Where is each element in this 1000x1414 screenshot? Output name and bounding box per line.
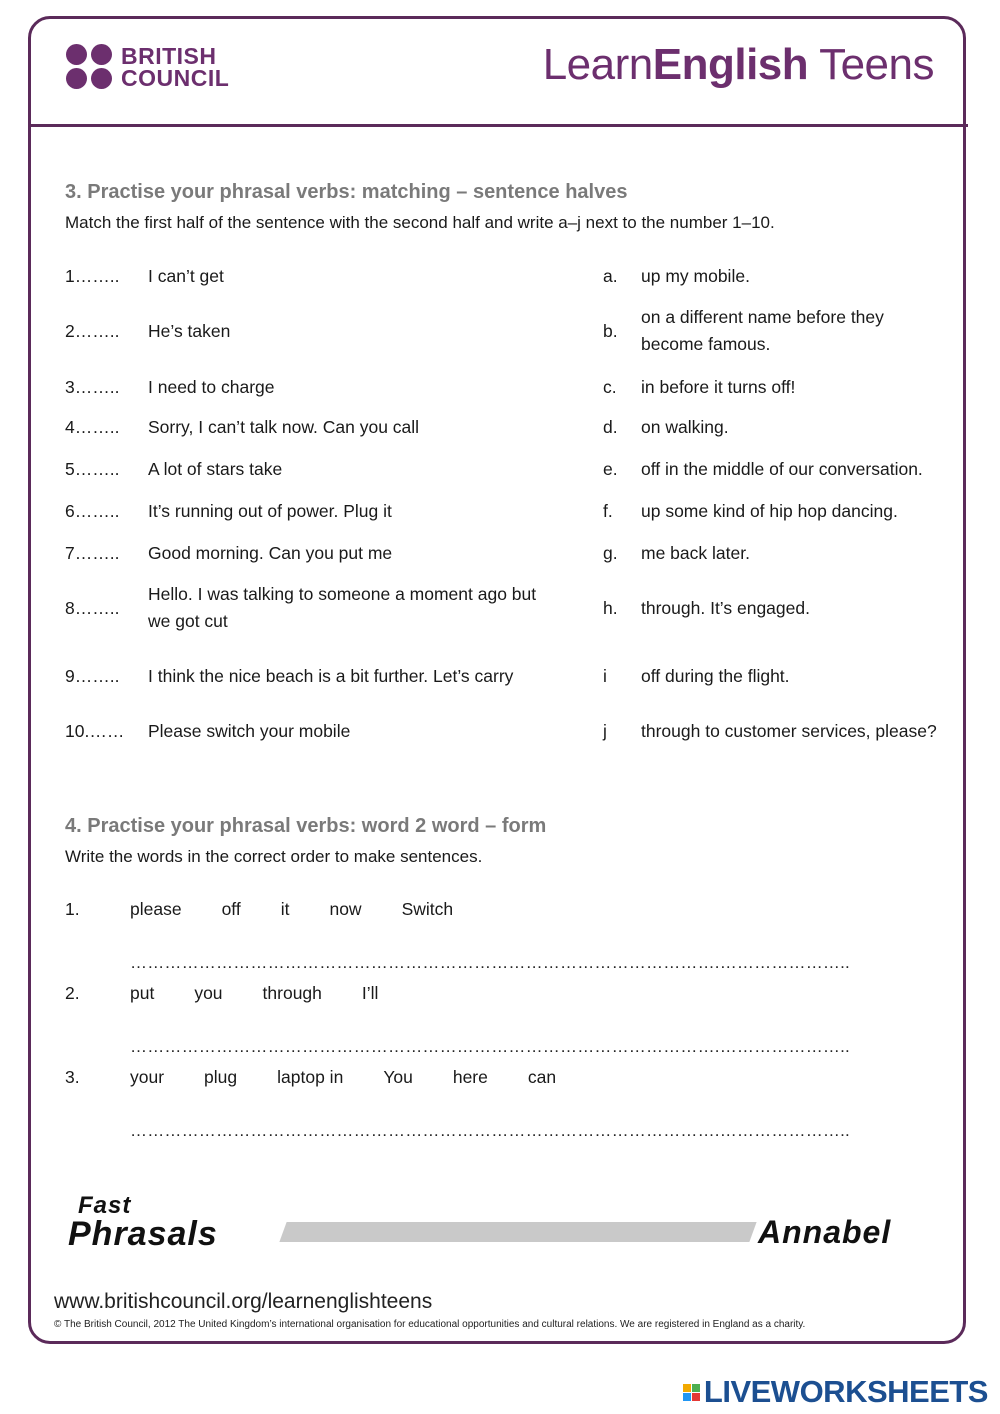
row-number[interactable]: 6…….. bbox=[65, 500, 120, 521]
header-divider bbox=[28, 124, 968, 127]
let-logo-learn: Learn bbox=[542, 40, 653, 89]
first-half: Hello. I was talking to someone a moment ago but we got cut bbox=[148, 584, 537, 631]
word-token: your bbox=[130, 1067, 165, 1087]
table-row bbox=[65, 532, 945, 574]
first-half: A lot of stars take bbox=[148, 458, 283, 479]
option-letter: e. bbox=[603, 458, 618, 479]
table-row bbox=[65, 294, 945, 368]
word-token: can bbox=[527, 1067, 557, 1087]
option-letter: b. bbox=[603, 320, 618, 341]
first-half: I need to charge bbox=[148, 376, 275, 397]
first-half: Please switch your mobile bbox=[148, 720, 351, 741]
table-row bbox=[65, 710, 945, 752]
word-token: now bbox=[329, 899, 362, 919]
liveworksheets-label: LIVEWORKSHEETS bbox=[703, 1374, 988, 1409]
first-half: He’s taken bbox=[148, 320, 231, 341]
row-number[interactable]: 9…….. bbox=[65, 665, 120, 686]
second-half: on a different name before they become famous. bbox=[641, 307, 884, 354]
second-half: me back later. bbox=[641, 542, 750, 563]
word-token: laptop in bbox=[277, 1067, 344, 1087]
first-half: I think the nice beach is a bit further. Let’s carry bbox=[148, 665, 514, 686]
liveworksheets-logo[interactable] bbox=[683, 1374, 988, 1410]
option-letter: a. bbox=[603, 265, 618, 286]
fast-phrasals-logo bbox=[68, 1192, 218, 1253]
row-number[interactable]: 1…….. bbox=[65, 265, 120, 286]
matching-table bbox=[65, 258, 945, 752]
second-half: through to customer services, please? bbox=[641, 720, 937, 741]
first-half: It’s running out of power. Plug it bbox=[148, 500, 392, 521]
option-letter: c. bbox=[603, 376, 617, 397]
table-row bbox=[65, 642, 945, 710]
section3-instructions: Match the first half of the sentence with the second half and write a–j next to the number 1–10. bbox=[65, 213, 775, 232]
british-council-dots-icon bbox=[66, 44, 113, 89]
section3-title: 3. Practise your phrasal verbs: matching – sentence halves bbox=[65, 181, 628, 203]
row-number[interactable]: 4…….. bbox=[65, 416, 120, 437]
answer-line[interactable]: ………………………………………………………………………………………….………………….. bbox=[130, 1121, 850, 1140]
item-number: 2. bbox=[65, 983, 80, 1003]
section4-title: 4. Practise your phrasal verbs: word 2 word – form bbox=[65, 815, 547, 837]
footer-copyright: © The British Council, 2012 The United Kingdom’s international organisation for educational opportunities and cultural relations. We are registered in England as a charity. bbox=[54, 1319, 806, 1330]
table-row bbox=[65, 448, 945, 490]
table-row bbox=[65, 490, 945, 532]
option-letter: j bbox=[603, 720, 607, 741]
option-letter: h. bbox=[603, 597, 618, 618]
second-half: up my mobile. bbox=[641, 265, 750, 286]
option-letter: f. bbox=[603, 500, 613, 521]
word-token: here bbox=[452, 1067, 488, 1087]
item-number: 1. bbox=[65, 899, 80, 919]
let-logo-english: English bbox=[652, 40, 809, 89]
word-token: through bbox=[262, 983, 322, 1003]
option-letter: d. bbox=[603, 416, 618, 437]
word-token: plug bbox=[204, 1067, 238, 1087]
word-token: you bbox=[194, 983, 223, 1003]
section4-instructions: Write the words in the correct order to make sentences. bbox=[65, 847, 483, 866]
word-token: You bbox=[383, 1067, 413, 1087]
option-letter: i bbox=[603, 665, 607, 686]
let-logo-teens: Teens bbox=[808, 40, 934, 89]
row-number[interactable]: 7…….. bbox=[65, 542, 120, 563]
word-token: please bbox=[130, 899, 182, 919]
footer-url[interactable]: www.britishcouncil.org/learnenglishteens bbox=[54, 1290, 433, 1313]
row-number[interactable]: 8…….. bbox=[65, 597, 120, 618]
row-number[interactable]: 5…….. bbox=[65, 458, 120, 479]
word-token: I’ll bbox=[361, 983, 379, 1003]
banner-phrasals: Phrasals bbox=[68, 1215, 218, 1253]
learnenglish-teens-logo bbox=[543, 40, 934, 90]
second-half: in before it turns off! bbox=[641, 376, 796, 397]
answer-line[interactable]: ………………………………………………………………………………………….………………….. bbox=[130, 1037, 850, 1056]
table-row bbox=[65, 258, 945, 294]
table-row bbox=[65, 368, 945, 406]
second-half: on walking. bbox=[641, 416, 729, 437]
banner-annabel: Annabel bbox=[758, 1214, 892, 1250]
word-token: it bbox=[280, 899, 290, 919]
second-half: off in the middle of our conversation. bbox=[641, 458, 923, 479]
option-letter: g. bbox=[603, 542, 618, 563]
bc-logo-line2: COUNCIL bbox=[121, 64, 230, 91]
liveworksheets-icon bbox=[683, 1384, 700, 1401]
table-row bbox=[65, 574, 945, 642]
british-council-logo bbox=[66, 44, 229, 89]
first-half: Sorry, I can’t talk now. Can you call bbox=[148, 416, 420, 437]
first-half: I can’t get bbox=[148, 265, 224, 286]
row-number[interactable]: 3…….. bbox=[65, 376, 120, 397]
word-token: off bbox=[221, 899, 241, 919]
item-number: 3. bbox=[65, 1067, 80, 1087]
answer-line[interactable]: ………………………………………………………………………………………….………………….. bbox=[130, 953, 850, 972]
second-half: up some kind of hip hop dancing. bbox=[641, 500, 898, 521]
word-token: put bbox=[130, 983, 155, 1003]
table-row bbox=[65, 406, 945, 448]
banner-bar bbox=[279, 1222, 756, 1242]
second-half: through. It’s engaged. bbox=[641, 597, 810, 618]
bc-logo-line1: BRITISH bbox=[121, 42, 217, 69]
word-token: Switch bbox=[401, 899, 454, 919]
first-half: Good morning. Can you put me bbox=[148, 542, 393, 563]
banner-fast: Fast bbox=[78, 1192, 132, 1219]
row-number[interactable]: 10.…… bbox=[65, 720, 125, 741]
second-half: off during the flight. bbox=[641, 665, 790, 686]
row-number[interactable]: 2…….. bbox=[65, 320, 120, 341]
